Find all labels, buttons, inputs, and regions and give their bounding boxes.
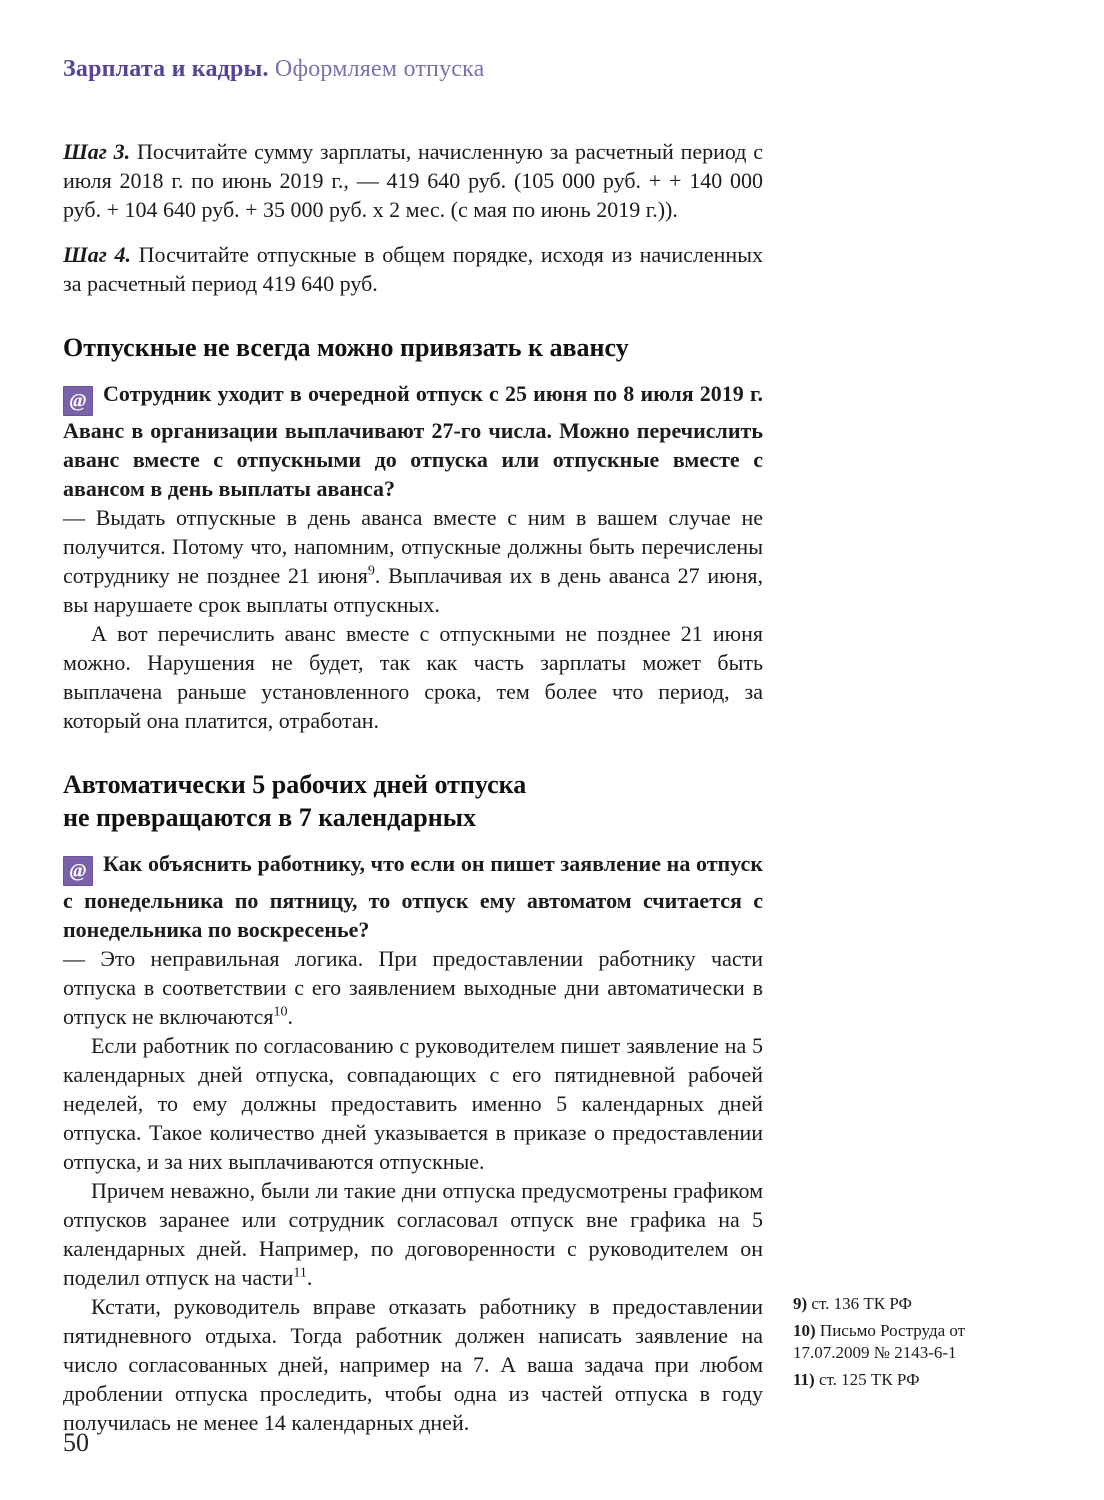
footnote-text: ст. 136 ТК РФ — [811, 1294, 912, 1313]
answer-five-days-1-text: — Это неправильная логика. При предоставлении работнику части отпуска в соответствии с его заявлением выходные дни автоматически в отпуск не включаются — [63, 946, 763, 1029]
at-icon: @ — [63, 386, 93, 416]
page-number: 50 — [63, 1428, 89, 1457]
footnote-number: 11) — [793, 1370, 815, 1389]
step-3-label: Шаг 3. — [63, 139, 131, 164]
answer-paragraph-five-days-3 — [63, 1176, 763, 1292]
footnotes-column — [793, 1293, 983, 1396]
question-paragraph-five-days — [63, 849, 763, 944]
answer-paragraph-five-days-2 — [63, 1031, 763, 1176]
answer-advance-1-text-after: . Выплачивая их в день аванса 27 июня, вы нарушаете срок выплаты отпускных. — [63, 563, 763, 617]
brand-title: Зарплата и кадры. — [63, 56, 269, 82]
page-header — [63, 55, 763, 83]
answer-paragraph-five-days-1 — [63, 944, 763, 1031]
step-4-text: Посчитайте отпускные в общем порядке, исходя из начисленных за расчетный период 419 640 руб. — [63, 242, 763, 296]
footnote-ref-9: 9 — [367, 563, 375, 579]
section-heading-advance-text: Отпускные не всегда можно привязать к авансу — [63, 333, 629, 362]
answer-paragraph-five-days-4 — [63, 1292, 763, 1437]
question-advance-text: Сотрудник уходит в очередной отпуск с 25 июня по 8 июля 2019 г. Аванс в организации выплачивают 27-го числа. Можно перечислить аванс вместе с отпускными до отпуска или отпускные вместе с авансом в день выплаты аванса? — [63, 381, 763, 501]
footnote-item-9 — [793, 1293, 983, 1315]
footnote-item-11 — [793, 1369, 983, 1391]
footnote-ref-11: 11 — [293, 1265, 307, 1281]
answer-paragraph-advance-1 — [63, 503, 763, 619]
question-paragraph-advance — [63, 379, 763, 503]
section-heading-five-days — [63, 768, 763, 834]
answer-advance-2-text: А вот перечислить аванс вместе с отпускными не позднее 21 июня можно. Нарушения не будет, так как часть зарплаты может быть выплачена раньше установленного срока, тем более что период, за который она платится, отработан. — [63, 621, 763, 733]
answer-five-days-4-text: Кстати, руководитель вправе отказать работнику в предоставлении пятидневного отдыха. Тогда работник должен написать заявление на число согласованных дней, например на 7. А ваша задача при любом дроблении отпуска проследить, чтобы одна из частей отпуска в году получилась не менее 14 календарных дней. — [63, 1294, 763, 1435]
step-3-text: Посчитайте сумму зарплаты, начисленную за расчетный период с июля 2018 г. по июнь 2019 г., — 419 640 руб. (105 000 руб. + + 140 000 руб. + 104 640 руб. + 35 000 руб. х 2 мес. (с мая по июнь 2019 г.)). — [63, 139, 763, 222]
main-column — [63, 55, 763, 1437]
footnote-text: Письмо Роструда от 17.07.2009 № 2143-6-1 — [793, 1321, 966, 1362]
section-title: Оформляем отпуска — [274, 56, 485, 82]
answer-advance-1-text: — Выдать отпускные в день аванса вместе с ним в вашем случае не получится. Потому что, напомним, отпускные должны быть перечислены сотруднику не позднее 21 июня — [63, 505, 763, 588]
section-heading-five-days-line2: не превращаются в 7 календарных — [63, 803, 477, 832]
at-icon: @ — [63, 856, 93, 886]
footnote-item-10 — [793, 1320, 983, 1364]
footnote-number: 9) — [793, 1294, 808, 1313]
question-five-days-text: Как объяснить работнику, что если он пишет заявление на отпуск с понедельника по пятницу, то отпуск ему автоматом считается с понедельника по воскресенье? — [63, 851, 763, 942]
answer-five-days-2-text: Если работник по согласованию с руководителем пишет заявление на 5 календарных дней отпуска, совпадающих с его пятидневной рабочей неделей, то ему должны предоставить именно 5 календарных дней отпуска. Такое количество дней указывается в приказе о предоставлении отпуска, и за них выплачиваются отпускные. — [63, 1033, 763, 1174]
footnote-ref-10: 10 — [273, 1004, 288, 1020]
footnote-text: ст. 125 ТК РФ — [818, 1370, 920, 1389]
paragraph-step-4 — [63, 240, 763, 298]
answer-paragraph-advance-2 — [63, 619, 763, 735]
section-heading-advance — [63, 331, 763, 364]
answer-five-days-1-text-after: . — [287, 1004, 293, 1029]
answer-five-days-3-text: Причем неважно, были ли такие дни отпуска предусмотрены графиком отпусков заранее или сотрудник согласовал отпуск вне графика на 5 календарных дней. Например, по договоренности с руководителем он поделил отпуск на части — [63, 1178, 763, 1290]
answer-five-days-3-text-after: . — [306, 1265, 313, 1290]
step-4-label: Шаг 4. — [63, 242, 132, 267]
section-heading-five-days-line1: Автоматически 5 рабочих дней отпуска — [63, 770, 527, 799]
footnote-number: 10) — [793, 1321, 816, 1340]
paragraph-step-3 — [63, 137, 763, 224]
